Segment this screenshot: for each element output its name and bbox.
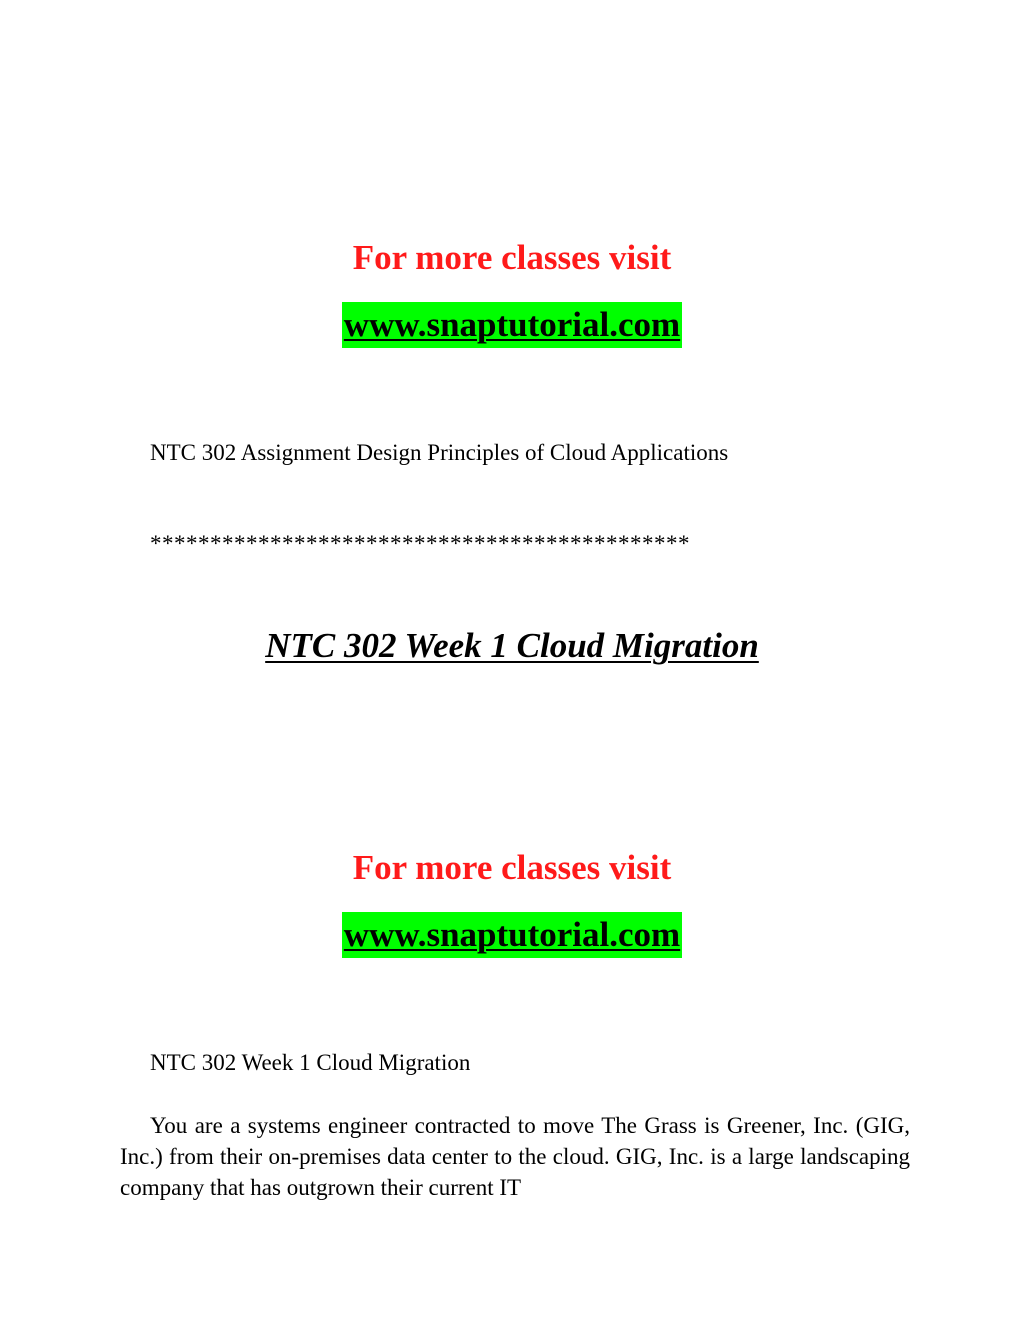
section-title: NTC 302 Week 1 Cloud Migration <box>150 1050 471 1075</box>
snaptutorial-link-2[interactable]: www.snaptutorial.com <box>342 912 682 958</box>
body-paragraph: You are a systems engineer contracted to move The Grass is Greener, Inc. (GIG, Inc.) from their on-premises data center to the cloud. GIG, Inc. is a large landscaping company that has outgrown their current IT <box>120 1113 910 1200</box>
promo-heading-2: For more classes visit <box>352 848 672 887</box>
snaptutorial-link-1[interactable]: www.snaptutorial.com <box>342 302 682 348</box>
promo-heading-1: For more classes visit <box>352 238 672 277</box>
promo-link-wrap-1 <box>0 302 1024 355</box>
assignment-title: NTC 302 Assignment Design Principles of Cloud Applications <box>150 440 729 465</box>
promo-link-wrap-2 <box>0 912 1024 965</box>
week-title: NTC 302 Week 1 Cloud Migration <box>265 626 759 665</box>
separator-line: ********************************************* <box>150 531 690 556</box>
